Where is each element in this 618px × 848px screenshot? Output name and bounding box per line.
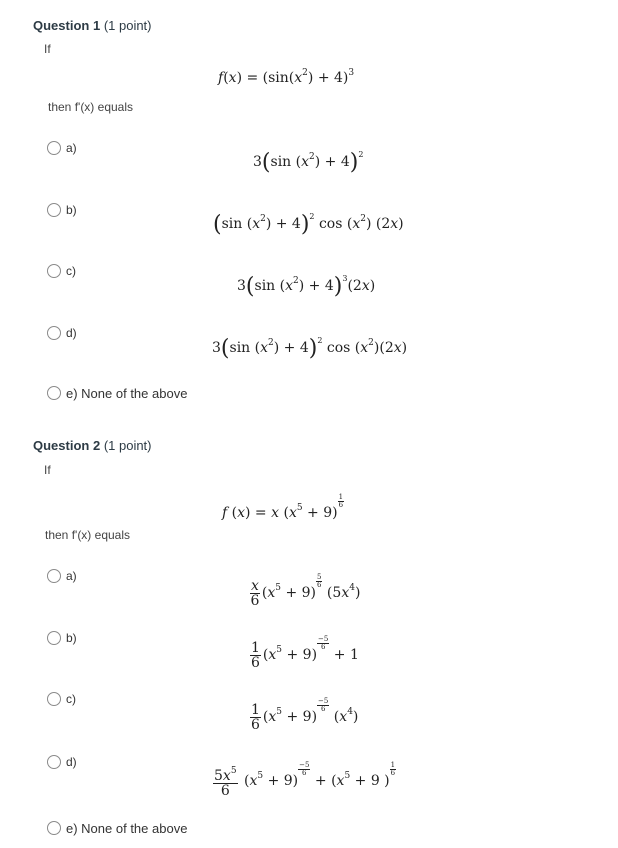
q1-option-a-expression: 3(sin $(x^2) + 4)^2$ (253, 150, 364, 175)
q2-option-b-expression: $\frac{1}{6}$ $(x^5 + 9)$ $\frac{-5}{6}$ + 1 (251, 635, 359, 671)
q1-option-b-radio[interactable] (47, 203, 61, 217)
q2-option-c-label: c) (66, 692, 76, 706)
q2-option-d-radio[interactable] (47, 755, 61, 769)
q1-option-e-label: e) None of the above (66, 386, 188, 401)
q2-option-e-label: e) None of the above (66, 821, 188, 836)
question-1-prompt: then f'(x) equals (48, 100, 134, 114)
question-2-title (33, 438, 152, 453)
q1-option-d-label: d) (66, 326, 77, 340)
question-1-function: $f(x) = (\sin(x^2) + 4)^3$ (218, 68, 355, 86)
q1-option-a-label: a) (66, 141, 77, 155)
q2-option-d-label: d) (66, 755, 77, 769)
q1-option-e-radio[interactable] (47, 386, 61, 400)
q2-option-b-radio[interactable] (47, 631, 61, 645)
q2-option-c-expression: $\frac{1}{6}$ $(x^5 + 9)$ $\frac{-5}{6}$ $(x^4)$ (251, 697, 359, 733)
q1-option-c-radio[interactable] (47, 264, 61, 278)
q2-option-d-expression: $\frac{5x^5}{6}$ $(x^5 + 9)$ $\frac{-5}{6}$ + ($x^5 + 9$ ) $\frac{1}{6}$ (214, 761, 396, 799)
q1-option-a-radio[interactable] (47, 141, 61, 155)
question-2-if: If (44, 463, 51, 477)
q1-option-b-label: b) (66, 203, 77, 217)
q1-option-c-expression: 3(sin $(x^2) + 4)^3(2x)$ (237, 274, 376, 299)
q1-option-c-label: c) (66, 264, 76, 278)
question-2-function: f (x) = x $(x^5 + 9)$ $\frac{1}{6}$ (222, 493, 344, 521)
q2-option-a-expression: $\frac{x}{6}$ $(x^5 + 9)$ $\frac{5}{6}$ $(5x^4)$ (250, 573, 361, 609)
q2-option-c-radio[interactable] (47, 692, 61, 706)
question-1-if: If (44, 42, 51, 56)
q1-option-b-expression: (sin $(x^2) + 4)^2$ $\cos (x^2)$ (2x) (213, 212, 404, 237)
question-2-heading: Question 2 (33, 438, 101, 453)
q1-option-d-radio[interactable] (47, 326, 61, 340)
question-1-points: (1 point) (103, 18, 152, 33)
question-2-points: (1 point) (103, 438, 152, 453)
q1-option-d-expression: 3(sin $(x^2) + 4)^2$ $\cos (x^2)(2x)$ (212, 336, 408, 361)
question-1-heading: Question 1 (33, 18, 101, 33)
question-1-title (33, 18, 152, 33)
question-2-prompt: then f'(x) equals (45, 528, 131, 542)
q2-option-a-radio[interactable] (47, 569, 61, 583)
q2-option-b-label: b) (66, 631, 77, 645)
q2-option-e-radio[interactable] (47, 821, 61, 835)
q2-option-a-label: a) (66, 569, 77, 583)
